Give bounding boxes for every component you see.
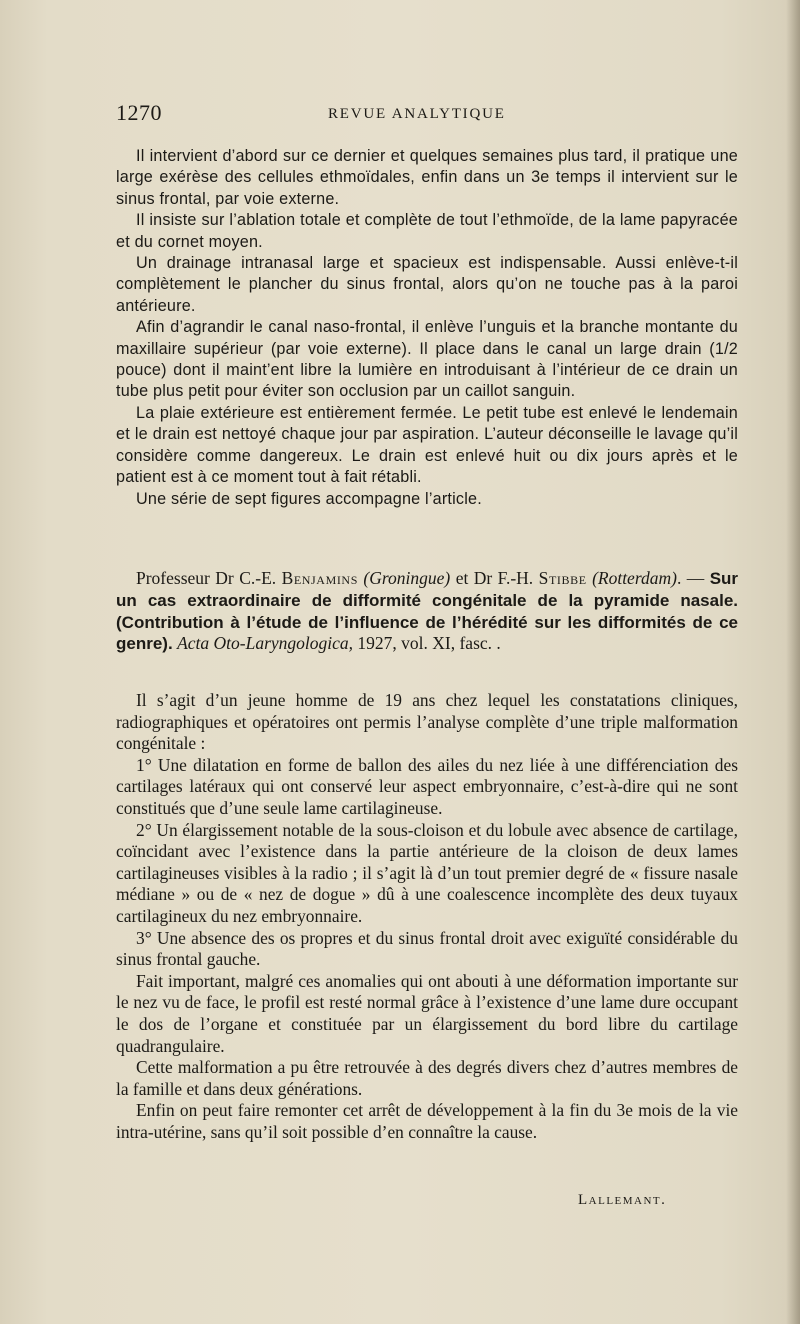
section-ethmoid-surgery bbox=[116, 146, 738, 510]
article-title: Sur un cas extraordinaire de difformité congénitale de la pyramide nasale. (Contribution à l’étude de l’influence de l’hérédité sur les difformités de ce genre). bbox=[116, 569, 739, 654]
author-location: (Groningue) bbox=[363, 568, 451, 588]
paragraph: Il intervient d’abord sur ce dernier et quelques semaines plus tard, il pratique une large exérèse des cellules ethmoïdales, enfin dans un 3e temps il intervient sur le sinus frontal, par voie externe. bbox=[116, 147, 738, 208]
citation-mid: et Dr F.-H. bbox=[450, 568, 539, 588]
page-edge-shadow bbox=[786, 0, 800, 1324]
citation-dash: . — bbox=[676, 568, 710, 588]
paragraph: La plaie extérieure est entièrement fermée. Le petit tube est enlevé le lendemain et le drain est nettoyé chaque jour par aspiration. L’auteur déconseille le lavage qu’il considère comme dangereux. Le drain est enlevé huit ou dix jours après et le patient est à ce moment tout à fait rétabli. bbox=[116, 403, 738, 487]
page-header bbox=[116, 100, 736, 130]
article-citation bbox=[116, 568, 738, 655]
paragraph: 2° Un élargissement notable de la sous-cloison et du lobule avec absence de cartilage, coïncidant avec l’existence dans la partie antérieure de la cloison de deux lames cartilagineuses visibles à la radio ; il s’agit là d’un tout premier degré de « fissure nasale médiane » ou de « nez de dogue » dû à une coalescence incomplète des deux tuyaux cartilagineux du nez embryonnaire. bbox=[116, 819, 738, 926]
paragraph: Une série de sept figures accompagne l’article. bbox=[136, 489, 482, 508]
running-title: REVUE ANALYTIQUE bbox=[328, 106, 506, 122]
paragraph: Il insiste sur l’ablation totale et complète de tout l’ethmoïde, de la lame papyracée et du cornet moyen. bbox=[116, 211, 738, 251]
signature: Lallemant. bbox=[578, 1192, 667, 1208]
citation-prefix: Professeur Dr C.-E. bbox=[136, 568, 282, 588]
page-number: 1270 bbox=[116, 100, 162, 125]
author-name: Stibbe bbox=[538, 568, 587, 588]
paragraph: 3° Une absence des os propres et du sinus frontal droit avec exiguïté considérable du sinus frontal gauche. bbox=[116, 927, 738, 970]
paragraph: Afin d’agrandir le canal naso-frontal, il enlève l’unguis et la branche montante du maxillaire supérieur (par voie externe). Il place dans le canal un large drain (1/2 pouce) dont il maint’ent libre la lumière en introduisant à l’intérieur de ce drain un tube plus petit pour éviter son occlusion par un caillot sanguin. bbox=[116, 318, 738, 401]
journal-details: 1927, vol. XI, fasc. . bbox=[353, 633, 501, 654]
paragraph: Il s’agit d’un jeune homme de 19 ans chez lequel les constatations cliniques, radiographiques et opératoires ont permis l’analyse complète d’une triple malformation congénitale : bbox=[116, 690, 738, 754]
paragraph: Cette malformation a pu être retrouvée à des degrés divers chez d’autres membres de la famille et dans deux générations. bbox=[116, 1057, 738, 1099]
paragraph: Enfin on peut faire remonter cet arrêt de développement à la fin du 3e mois de la vie intra-utérine, sans qu’il soit possible d’en connaître la cause. bbox=[116, 1100, 738, 1142]
section-malformation bbox=[116, 690, 738, 1143]
author-location: (Rotterdam) bbox=[592, 568, 677, 588]
paragraph: Un drainage intranasal large et spacieux est indispensable. Aussi enlève-t-il complètement le plancher du sinus frontal, alors qu’on ne touche pas à la paroi antérieure. bbox=[116, 254, 738, 315]
author-name: Benjamins bbox=[281, 568, 358, 588]
journal-name: Acta Oto-Laryngologica, bbox=[177, 633, 354, 654]
paragraph: Fait important, malgré ces anomalies qui ont abouti à une déformation importante sur le nez vu de face, le profil est resté normal grâce à l’existence d’une lame dure occupant le dos de l’organe et constituée par un élargissement du bord libre du cartilage quadrangulaire. bbox=[116, 970, 738, 1056]
paragraph: 1° Une dilatation en forme de ballon des ailes du nez liée à une différenciation des cartilages latéraux qui ont conservé leur aspect embryonnaire, c’est-à-dire qui ne sont constitués que d’une seule lame cartilagineuse. bbox=[116, 754, 738, 818]
